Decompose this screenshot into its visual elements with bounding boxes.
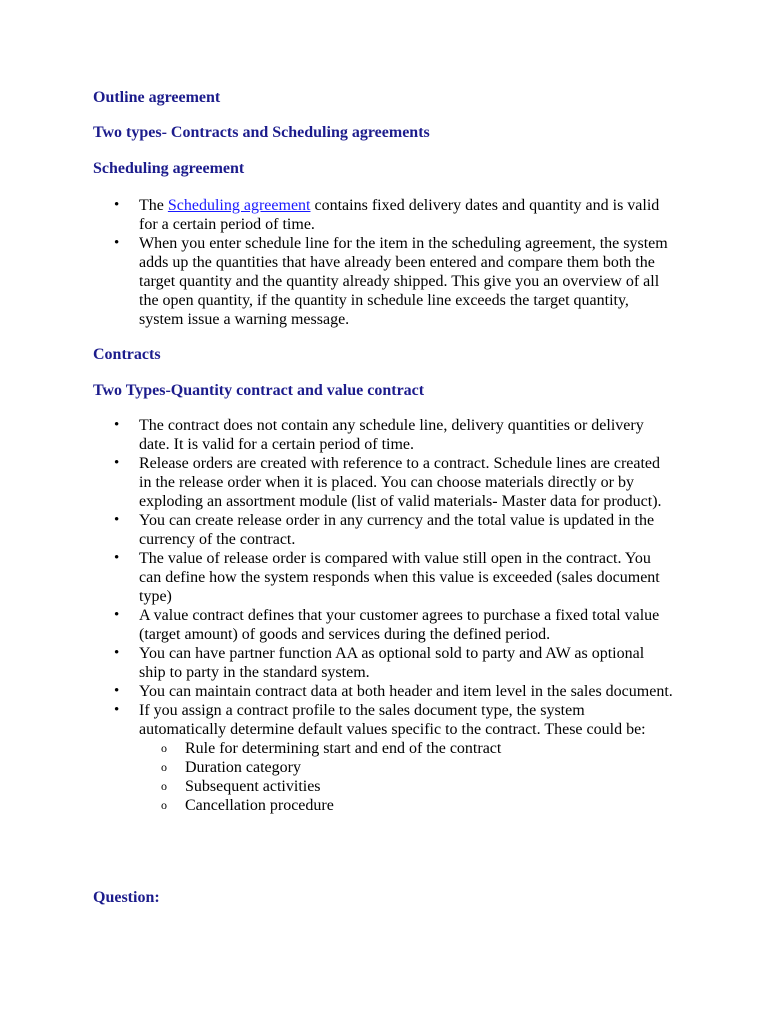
list-item-text: The value of release order is compared with value still open in the contract. You can define how the system responds when this value is exceeded (sales document type) xyxy=(139,550,660,605)
sub-list-item-text: Rule for determining start and end of the contract xyxy=(185,740,502,757)
list-item-text: You can maintain contract data at both header and item level in the sales document. xyxy=(139,683,673,700)
bullet-icon: • xyxy=(114,455,120,471)
heading-scheduling-agreement: Scheduling agreement xyxy=(93,160,245,177)
list-item-text-prefix: The xyxy=(139,197,164,214)
circle-bullet-icon: o xyxy=(161,760,167,774)
circle-bullet-icon: o xyxy=(161,741,167,755)
list-item-text: The contract does not contain any schedule line, delivery quantities or delivery date. It is valid for a certain period of time. xyxy=(139,417,644,453)
contracts-list xyxy=(93,416,673,815)
bullet-icon: • xyxy=(114,683,120,699)
circle-bullet-icon: o xyxy=(161,798,167,812)
heading-contracts: Contracts xyxy=(93,346,161,363)
bullet-icon: • xyxy=(114,645,120,661)
sub-list-item xyxy=(139,758,673,777)
list-item xyxy=(93,549,673,606)
bullet-icon: • xyxy=(114,550,120,566)
list-item xyxy=(93,196,673,234)
list-item xyxy=(93,701,673,815)
list-item xyxy=(93,454,673,511)
scheduling-list xyxy=(93,196,673,329)
heading-question: Question: xyxy=(93,889,160,906)
list-item-text-suffix: contains fixed delivery dates and quantity and is valid for a certain period of time. xyxy=(139,197,660,233)
list-item-text: You can create release order in any currency and the total value is updated in the currency of the contract. xyxy=(139,512,655,548)
list-item-text: You can have partner function AA as optional sold to party and AW as optional ship to party in the standard system. xyxy=(139,645,645,681)
bullet-icon: • xyxy=(114,607,120,623)
list-item xyxy=(93,644,673,682)
sub-list-item-text: Cancellation procedure xyxy=(185,797,334,814)
list-item xyxy=(93,416,673,454)
circle-bullet-icon: o xyxy=(161,779,167,793)
list-item xyxy=(93,606,673,644)
sub-list-item-text: Duration category xyxy=(185,759,301,776)
sub-list-item xyxy=(139,739,673,758)
heading-outline-agreement: Outline agreement xyxy=(93,89,221,106)
sub-list-item xyxy=(139,796,673,815)
list-item xyxy=(93,234,673,329)
list-item-text: If you assign a contract profile to the sales document type, the system automatically determine default values specific to the contract. These could be: xyxy=(139,702,646,738)
list-item-text: Release orders are created with reference to a contract. Schedule lines are created in the release order when it is placed. You can choose materials directly or by exploding an assortment module (list of valid materials- Master data for product). xyxy=(139,455,662,510)
scheduling-agreement-link[interactable]: Scheduling agreement xyxy=(167,197,311,214)
list-item xyxy=(93,682,673,701)
bullet-icon: • xyxy=(114,702,120,718)
list-item-text: When you enter schedule line for the item in the scheduling agreement, the system adds up the quantities that have already been entered and compare them both the target quantity and the quantity already shipped. This give you an overview of all the open quantity, if the quantity in schedule line exceeds the target quantity, system issue a warning message. xyxy=(139,235,668,328)
heading-two-types: Two types- Contracts and Scheduling agreements xyxy=(93,124,430,141)
bullet-icon: • xyxy=(114,235,120,251)
sub-list-item xyxy=(139,777,673,796)
contract-profile-sublist xyxy=(139,739,673,815)
bullet-icon: • xyxy=(114,417,120,433)
sub-list-item-text: Subsequent activities xyxy=(185,778,321,795)
heading-two-types-quantity-value: Two Types-Quantity contract and value contract xyxy=(93,382,425,399)
bullet-icon: • xyxy=(114,197,120,213)
list-item-text: A value contract defines that your customer agrees to purchase a fixed total value (target amount) of goods and services during the defined period. xyxy=(139,607,660,643)
list-item xyxy=(93,511,673,549)
bullet-icon: • xyxy=(114,512,120,528)
